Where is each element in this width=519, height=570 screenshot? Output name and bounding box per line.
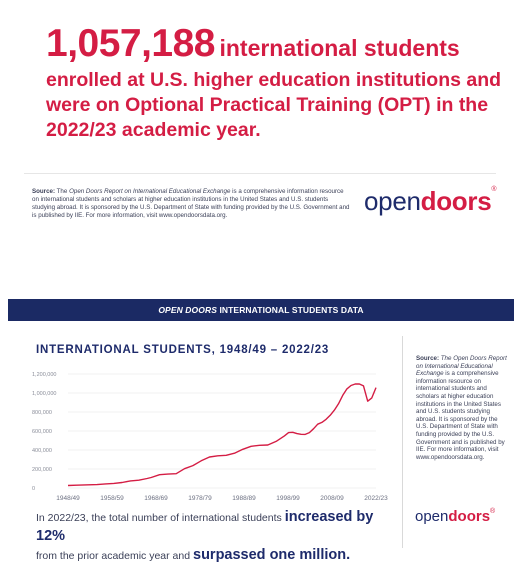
chart-svg <box>30 366 392 506</box>
chart-title: INTERNATIONAL STUDENTS, 1948/49 – 2022/23 <box>36 344 330 356</box>
data-banner <box>8 299 514 321</box>
x-tick-label: 1998/99 <box>276 495 300 502</box>
opendoors-logo <box>364 186 496 217</box>
y-tick-label: 200,000 <box>32 467 52 473</box>
source-label: Source: <box>32 188 56 195</box>
source-text: is a comprehensive information resource on international students and scholars at higher education institutions in the United States and U.S. students studying abroad. It is sponsored by the U.S. Department of State with funding provided by the U.S. Government and is published by IIE. For more information, visit www.opendoorsdata.org. <box>32 188 350 219</box>
y-tick-label: 1,200,000 <box>32 372 57 378</box>
vertical-divider <box>402 336 403 548</box>
x-tick-label: 2008/09 <box>320 495 344 502</box>
divider <box>24 173 496 174</box>
summary-text <box>36 508 402 565</box>
logo-open: open <box>364 186 421 216</box>
source-report: Open Doors Report on International Educational Exchange <box>416 355 507 378</box>
logo-doors: doors <box>448 508 491 525</box>
line-chart <box>30 366 392 506</box>
source-report: Open Doors Report on International Educational Exchange <box>69 188 231 195</box>
headline <box>46 22 506 143</box>
summary-emphasis-2: surpassed one million. <box>193 547 351 563</box>
source-label: Source: <box>416 355 440 362</box>
y-tick-label: 1,000,000 <box>32 391 57 397</box>
logo-open: open <box>415 508 449 525</box>
headline-number: 1,057,188 <box>46 22 216 65</box>
headline-body: enrolled at U.S. higher education institutions and were on Optional Practical Training (OPT) in the 2022/23 academic year. <box>46 69 502 141</box>
headline-number-suffix: international students <box>219 35 460 61</box>
summary-part-2: from the prior academic year and <box>36 550 191 562</box>
y-tick-label: 400,000 <box>32 448 52 454</box>
banner-italic: OPEN DOORS <box>158 305 217 315</box>
source-text: is a comprehensive information resource on international students and scholars at higher education institutions in the United States and U.S. students studying abroad. It is sponsored by the U.S. Department of State with funding provided by the U.S. Government and is published by IIE. For more information, visit www.opendoorsdata.org. <box>416 370 505 461</box>
source-pre: The <box>56 188 68 195</box>
x-tick-label: 2022/23 <box>364 495 388 502</box>
opendoors-logo-small <box>415 508 495 525</box>
logo-doors: doors <box>420 186 492 216</box>
banner-rest: INTERNATIONAL STUDENTS DATA <box>219 305 364 315</box>
summary-emphasis-1: increased by 12% <box>36 509 374 544</box>
summary-part-1: In 2022/23, the total number of international students <box>36 512 282 524</box>
series-line <box>68 384 376 486</box>
x-tick-label: 1988/89 <box>232 495 256 502</box>
logo-reg: ® <box>490 508 496 515</box>
x-tick-label: 1948/49 <box>56 495 80 502</box>
y-tick-label: 600,000 <box>32 429 52 435</box>
source-note-top <box>32 188 350 220</box>
x-tick-label: 1978/79 <box>188 495 212 502</box>
x-tick-label: 1968/69 <box>144 495 168 502</box>
y-tick-label: 0 <box>32 486 36 492</box>
y-tick-label: 800,000 <box>32 410 52 416</box>
source-pre: The <box>440 355 452 362</box>
logo-reg: ® <box>491 186 497 193</box>
source-note-right <box>416 355 508 461</box>
x-tick-label: 1958/59 <box>100 495 124 502</box>
